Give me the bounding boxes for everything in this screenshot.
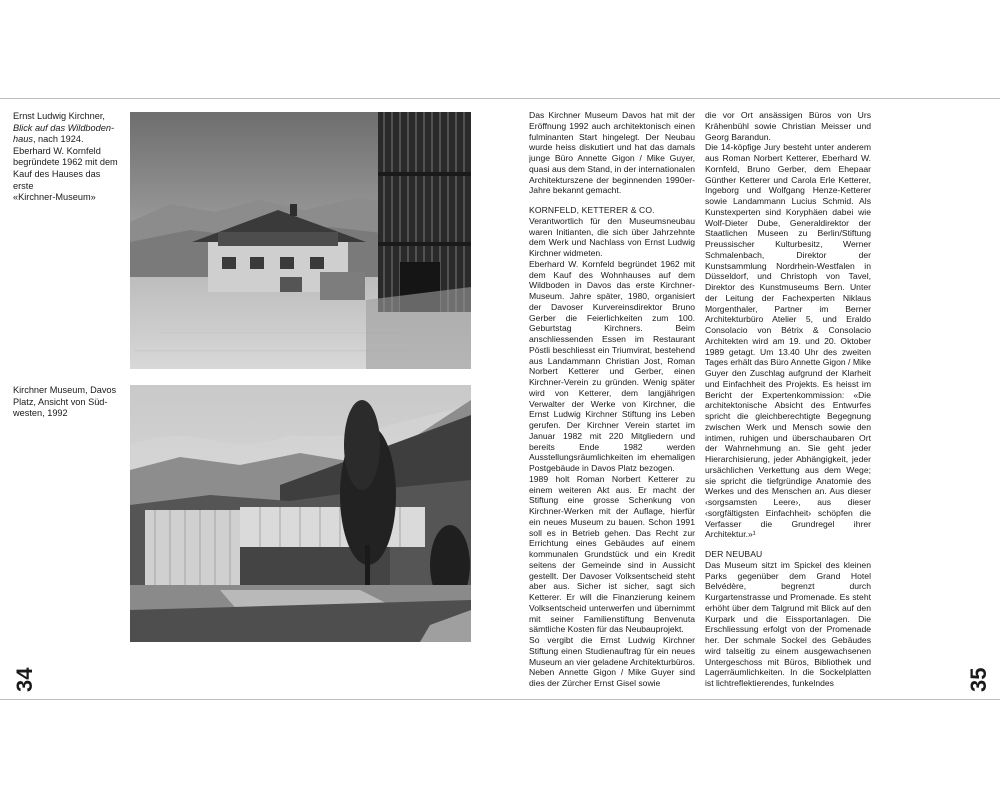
photo-kirchner-museum	[130, 385, 471, 642]
text-column-1	[529, 110, 695, 689]
text-column-2	[705, 110, 871, 689]
caption-line: Kirchner Museum, Davos	[13, 385, 117, 395]
caption-line: Blick auf das Wildboden-	[13, 122, 115, 133]
caption-line: Eberhard W. Kornfeld	[13, 145, 101, 156]
paragraph: Das Kirchner Museum Davos hat mit der Eröffnung 1992 auch architektonisch einen fulminanten Start hingelegt. Der Neubau wurde heiss diskutiert und hat das damals junge Büro Annette Gigon / Mike Guyer, quasi aus dem Stand, in der internationalen Architekturszene der beginnenden 1990er-Jahre bekannt gemacht.	[529, 110, 695, 196]
section-heading: KORNFELD, KETTERER & CO.	[529, 205, 655, 215]
caption-line: begründete 1962 mit dem	[13, 157, 118, 168]
caption-line: Ernst Ludwig Kirchner,	[13, 111, 105, 121]
caption-line: Kauf des Hauses das erste	[13, 168, 101, 191]
paragraph: die vor Ort ansässigen Büros von Urs Krähenbühl sowie Christian Meisser und Georg Barandun.	[705, 110, 871, 142]
paragraph: So vergibt die Ernst Ludwig Kirchner Stiftung einen Studienauftrag für ein neues Museum an vier geladene Architekturbüros. Neben Annette Gigon / Mike Guyer sind dies der Zürcher Ernst Gisel sowie	[529, 635, 695, 688]
paragraph: Die 14-köpfige Jury besteht unter anderem aus Roman Norbert Ketterer, Eberhard W. Kornfeld, Bruno Gerber, dem Ehepaar Günther Ketterer und Carola Erle Ketterer, Ingeborg und Wolfgang Henze-Ketterer sowie Landammann Lucius Schmid. Als Kunstexperten sind Koryphäen dabei wie Wolf-Dieter Dube, Generaldirektor der Staatlichen Museen zu Berlin/Stiftung Preussischer Kulturbesitz, Werner Schmalenbach, Direktor der Kunstsammlung Nordrhein-Westfalen in Düsseldorf, und Christoph von Tavel, Direktor des Kunstmuseums Bern. Unter der Leitung der Fachexperten Niklaus Morgenthaler, Partner im Berner Architekturbüro Atelier 5, und Eraldo Consolacio von Bétrix & Consolacio Architekten wird am 19. und 20. Oktober 1989 getagt. Um 13.40 Uhr des zweiten Tages erhält das Büro Annette Gigon / Mike Guyer den Zuschlag aufgrund der Klarheit und Einfachheit des Projekts. Es heisst im Bericht der Expertenkommission: «Die architektonische Absicht des Entwurfes spricht die gleichberechtigte Begegnung zwischen Werk und Mensch sowie den intimen, ruhigen und überschaubaren Ort der Wahrnehmung an. Sie geht jeder Hierarchisierung, jeder Abhängigkeit, jeder ursächlichen Verkettung aus dem Wege; sie spricht die tiefgründige Anatomie des Werkes und des Menschen an. Aus dieser ‹sorgsamsten Leere›, aus dieser ‹sorgfältigsten Einfachheit› schöpfen die Verfasser die Grundregel ihrer Architektur.»¹	[705, 142, 871, 540]
section-heading: DER NEUBAU	[705, 549, 763, 559]
caption-line: westen, 1992	[13, 408, 68, 419]
page-number-left: 34	[12, 667, 37, 692]
caption-photo-1	[13, 111, 123, 204]
caption-line: «Kirchner-Museum»	[13, 192, 96, 203]
paragraph: Das Museum sitzt im Spickel des kleinen Parks gegenüber dem Grand Hotel Belvédère, begrenzt durch Kurgartenstrasse und Promenade. Es steht erhöht über dem Talgrund mit Blick auf den Kurpark und die Eissportanlagen. Die Erschliessung erfolgt von der Promenade her. Der schmale Sockel des Gebäudes wird talseitig zu einem ausgewachsenen Untergeschoss mit Büros, Bibliothek und Lagerräumlichkeiten. In die Sockelplatten ist lichtreflektierendes, funkelndes	[705, 559, 871, 688]
caption-photo-2	[13, 385, 123, 420]
page-number-right: 35	[966, 667, 991, 692]
paragraph: Eberhard W. Kornfeld begründet 1962 mit dem Kauf des Wohnhauses auf dem Wildboden in Davos das erste Kirchner-Museum. Jahre später, 1980, organisiert der Davoser Kurvereinsdirektor Bruno Gerber die Feierlichkeiten zum 100. Geburtstag Kirchners. Beim anschliessenden Essen im Restaurant Pöstli beschliesst ein Triumvirat, bestehend aus Landammann Christian Jost, Roman Norbert Ketterer und Gerber, einen Kirchner-Verein zu gründen. Wenig später wird von Ketterer, dem langjährigen Verwalter der Werke von Kirchner, die Ernst Ludwig Kirchner Stiftung ins Leben gerufen. Der Kirchner Verein startet im Januar 1982 mit 220 Mitgliedern und bereits Ende 1982 werden Ausstellungsräumlichkeiten im ehemaligen Postgebäude in Davos Platz bezogen.	[529, 258, 695, 473]
paragraph: 1989 holt Roman Norbert Ketterer zu einem weiteren Akt aus. Er macht der Stiftung eine grosse Schenkung von Kirchner-Werken mit der Auflage, hierfür ein neues Museum zu bauen. Schon 1991 soll es in Betrieb gehen. Das Recht zur Errichtung eines Gebäudes auf einem kommunalen Grundstück und ein Kredit seitens der Gemeinde sind in Aussicht gestellt. Der Davoser Volksentscheid steht aber aus. Sicher ist sicher, sagt sich Ketterer. Er will die Finanzierung keinem Volksentscheid unterwerfen und übernimmt mit seiner Familienstiftung Benvenuta sämtliche Kosten für das Neubauprojekt.	[529, 473, 695, 635]
caption-line: Platz, Ansicht von Süd-	[13, 396, 108, 407]
photo-wildbodenhaus	[130, 112, 471, 369]
paragraph: Verantwortlich für den Museumsneubau waren Initianten, die sich über Jahrzehnte dem Werk und Nachlass von Ernst Ludwig Kirchner widmeten.	[529, 215, 695, 258]
caption-line: haus, nach 1924.	[13, 134, 84, 145]
